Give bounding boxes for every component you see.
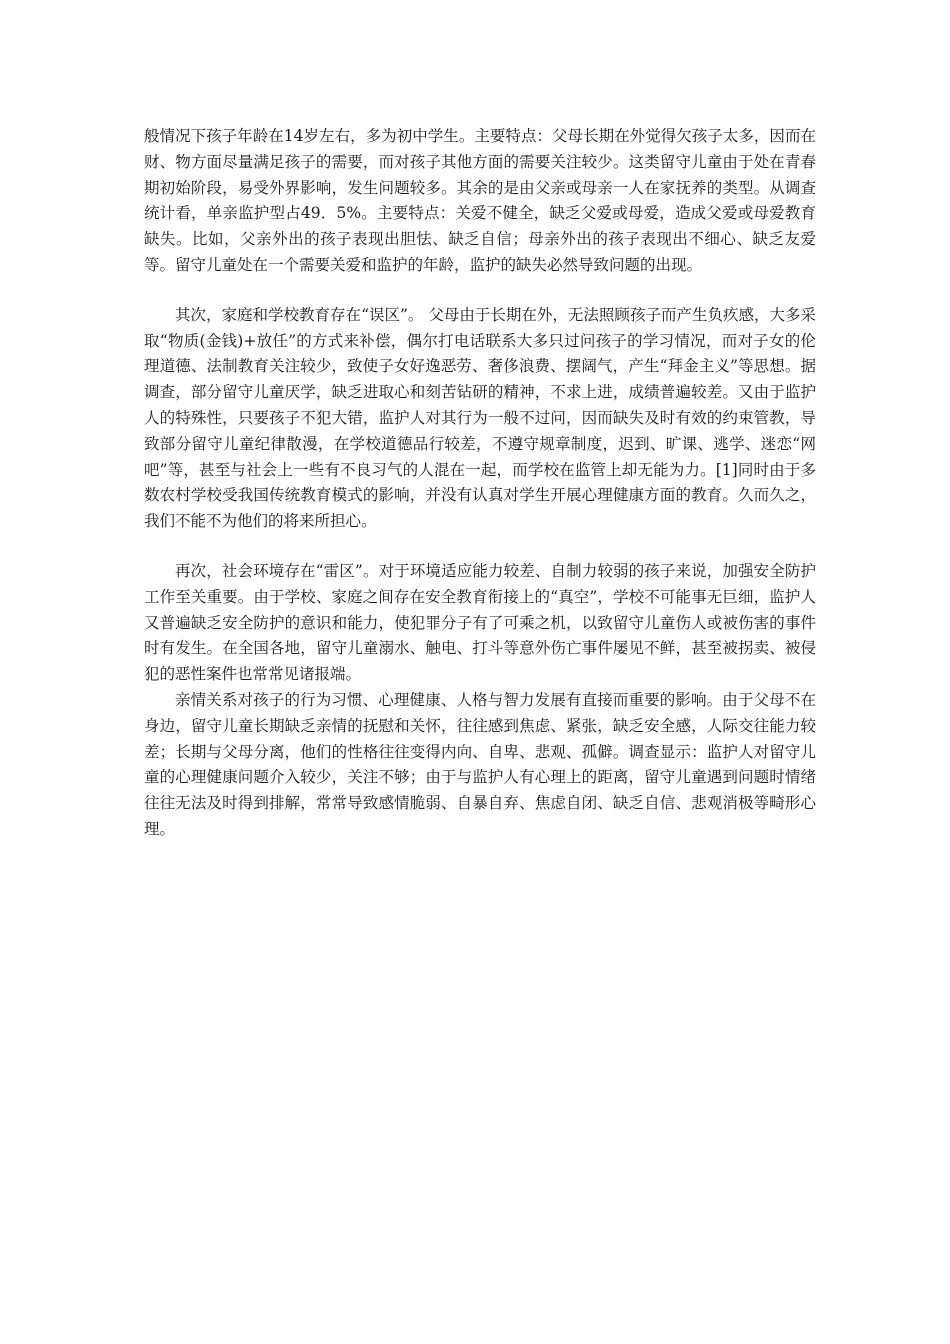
paragraph-family-school-education: 其次，家庭和学校教育存在“误区”。 父母由于长期在外，无法照顾孩子而产生负疚感，大多采取“物质(金钱)+放任”的方式来补偿，偶尔打电话联系大多只过问孩子的学习情况，而对子女的伦理道德、法制教育关注较少，致使子女好逸恶劳、奢侈浪费、摆阔气，产生“拜金主义”等思想。据调查，部分留守儿童厌学，缺乏进取心和刻苦钻研的精神，不求上进，成绩普遍较差。又由于监护人的特殊性，只要孩子不犯大错，监护人对其行为一般不过问，因而缺失及时有效的约束管教，导致部分留守儿童纪律散漫，在学校道德品行较差，不遵守规章制度，迟到、旷课、逃学、迷恋“网吧”等，甚至与社会上一些有不良习气的人混在一起，而学校在监管上却无能为力。[1]同时由于多数农村学校受我国传统教育模式的影响，并没有认真对学生开展心理健康方面的教育。久而久之，我们不能不为他们的将来所担心。	[144, 305, 816, 531]
paragraph-spacer	[144, 535, 816, 559]
paragraph-social-environment: 再次，社会环境存在“雷区”。对于环境适应能力较差、自制力较弱的孩子来说，加强安全防护工作至关重要。由于学校、家庭之间存在安全教育衔接上的“真空”，学校不可能事无巨细，监护人又普遍缺乏安全防护的意识和能力，使犯罪分子有了可乘之机，以致留守儿童伤人或被伤害的事件时有发生。在全国各地，留守儿童溺水、触电、打斗等意外伤亡事件屡见不鲜，甚至被拐卖、被侵犯的恶性案件也常常见诸报端。	[144, 561, 816, 684]
paragraph-spacer	[144, 279, 816, 303]
document-body	[144, 124, 816, 843]
paragraph-family-relationship: 亲情关系对孩子的行为习惯、心理健康、人格与智力发展有直接而重要的影响。由于父母不在身边，留守儿童长期缺乏亲情的抚慰和关怀，往往感到焦虑、紧张，缺乏安全感，人际交往能力较差；长期与父母分离，他们的性格往往变得内向、自卑、悲观、孤僻。调查显示：监护人对留守儿童的心理健康问题介入较少，关注不够；由于与监护人有心理上的距离，留守儿童遇到问题时情绪往往无法及时得到排解，常常导致感情脆弱、自暴自弃、焦虑自闭、缺乏自信、悲观消极等畸形心理。	[144, 690, 816, 838]
paragraph-continuation: 般情况下孩子年龄在14岁左右，多为初中学生。主要特点：父母长期在外觉得欠孩子太多，因而在财、物方面尽量满足孩子的需要，而对孩子其他方面的需要关注较少。这类留守儿童由于处在青春期初始阶段，易受外界影响，发生问题较多。其余的是由父亲或母亲一人在家抚养的类型。从调查统计看，单亲监护型占49．5%。主要特点：关爱不健全，缺乏父爱或母爱，造成父爱或母爱教育缺失。比如，父亲外出的孩子表现出胆怯、缺乏自信；母亲外出的孩子表现出不细心、缺乏友爱等。留守儿童处在一个需要关爱和监护的年龄，监护的缺失必然导致问题的出现。	[144, 127, 816, 274]
